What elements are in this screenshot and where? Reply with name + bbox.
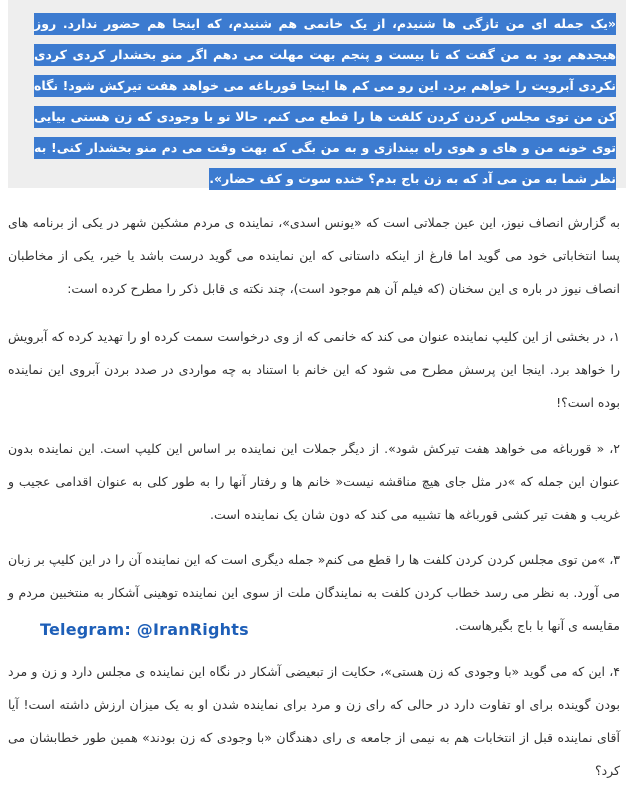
quote-text[interactable]	[34, 8, 616, 194]
point-2-paragraph: ۲، « قورباغه می خواهد هفت تیرکش شود». از دیگر جملات این نماینده بر اساس این کلیپ است. این نماینده بدون عنوان این جمله که »در مثل جای هیچ مناقشه نیست« خانم ها و رفتار آنها را به طور کلی به عنوان اقدامی عجیب و غریب و هفت تیر کشی قورباغه ها تشبیه می کند که دون شان یک نماینده است.	[8, 441, 620, 522]
quote-block	[8, 0, 626, 188]
selected-quote-text: «یک جمله ای من تازگی ها شنیدم، از یک خانمی هم شنیدم، که اینجا هم حضور ندارد. روز هیجدهم بود به من گفت که تا بیست و پنجم بهت مهلت می دهم اگر منو بخشدار کردی کردی نکردی آبرویت را خواهم برد. این رو می کم ها اینجا قورباغه می خواهد هفت تیرکش شود! نگاه کن من توی مجلس کردن کردن کلفت ها را قطع می کنم. حالا تو با وجودی که زن هستی بیایی توی خونه من و های و هوی راه بیندازی و به من بگی که بهت وقت می دم منو بخشدار کنی! به نظر شما به من می آد که به زن باج بدم؟ خنده سوت و کف حضار».	[34, 13, 616, 190]
intro-paragraph: به گزارش انصاف نیوز، این عین جملاتی است که «یونس اسدی»، نماینده ی مردم مشکین شهر در یکی از برنامه های پسا انتخاباتی خود می گوید اما فارغ از اینکه داستانی که این نماینده می گوید درست باشد یا خیر، یکی از مخاطبان انصاف نیوز در باره ی این سخنان (که فیلم آن هم موجود است)، چند نکته ی قابل ذکر را مطرح کرده است:	[8, 215, 620, 296]
point-3-paragraph: ۳، »من توی مجلس کردن کردن کلفت ها را قطع می کنم« جمله دیگری است که این نماینده آن را در این کلیپ بر زبان می آورد. به نظر می رسد خطاب کردن کلفت به نمایندگان ملت از سوی این نماینده توهینی آشکار به منتخبین مردم و مقایسه ی آنها با باج بگیرهاست.	[8, 552, 620, 633]
telegram-watermark: Telegram: @IranRights	[40, 620, 249, 639]
point-1-paragraph: ۱، در بخشی از این کلیپ نماینده عنوان می کند که خانمی که از وی درخواست سمت کرده او را تهدید کرده که آبرویش را خواهد برد. اینجا این پرسش مطرح می شود که این خانم با استناد به چه مواردی در صدد بردن آبروی این نماینده بوده است؟!	[8, 329, 620, 410]
point-4-paragraph: ۴، این که می گوید «با وجودی که زن هستی»، حکایت از تبعیضی آشکار در نگاه این نماینده ی مجلس دارد و زن و مرد بودن گوینده برای او تفاوت دارد در حالی که رای زن و مرد برای نماینده شدن او به یک میزان ارزش داشته است! آیا آقای نماینده قبل از انتخابات هم به نیمی از جامعه ی رای دهندگان «با وجودی که زن بودند» همین طور خطابشان می کرد؟	[8, 664, 620, 778]
